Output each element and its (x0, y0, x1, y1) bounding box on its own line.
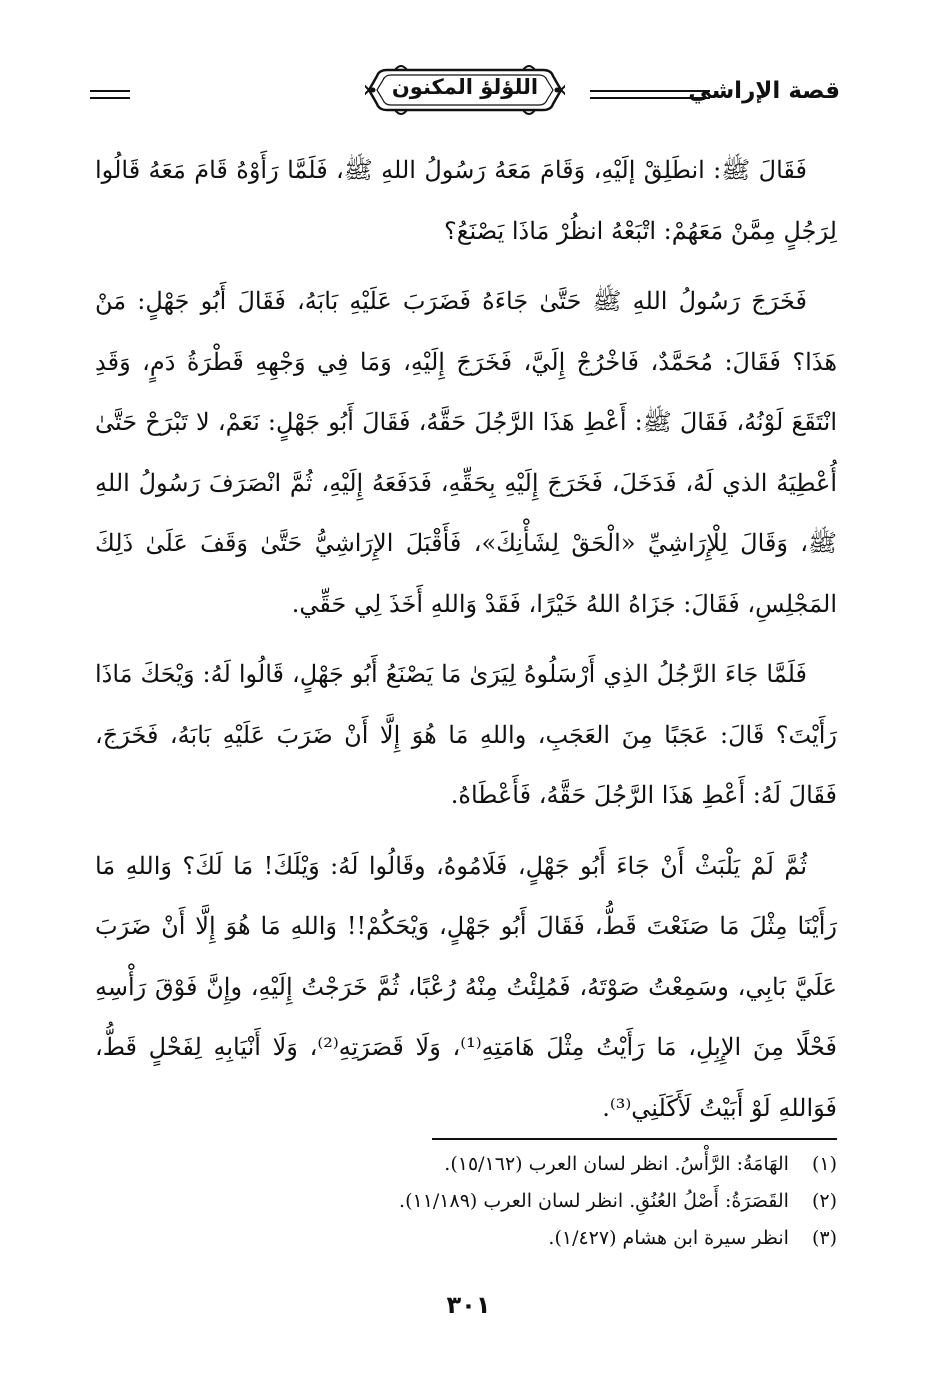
footnote-text: القَصَرَةُ: أَصْلُ العُنُقِ. انظر لسان العرب (١١/١٨٩). (399, 1190, 789, 1212)
header-rule-left (90, 90, 130, 99)
chapter-title: قصة الإراشي (688, 78, 840, 104)
header-rule-right (590, 90, 710, 99)
footnote-item (237, 1220, 837, 1257)
footnote-number: (٢) (811, 1190, 837, 1212)
paragraph: فَخَرَجَ رَسُولُ اللهِ ﷺ حَتَّىٰ جَاءَهُ فَضَرَبَ عَلَيْهِ بَابَهُ، فَقَالَ أَبُو جَهْلٍ: مَنْ هَذَا؟ فَقَالَ: مُحَمَّدٌ، فَاخْرُجْ إِلَيَّ، فَخَرَجَ إِلَيْهِ، وَمَا فِي وَجْهِهِ قَطْرَةُ دَمٍ، وَقَدِ انْتَقَعَ لَوْنُهُ، فَقَالَ ﷺ: أَعْطِ هَذَا الرَّجُلَ حَقَّهُ، فَقَالَ أَبُو جَهْلٍ: نَعَمْ، لا تَبْرَحْ حَتَّىٰ أُعْطِيَهُ الذي لَهُ، فَدَخَلَ، فَخَرَجَ إِلَيْهِ بِحَقِّهِ، فَدَفَعَهُ إِلَيْهِ، ثُمَّ انْصَرَفَ رَسُولُ اللهِ ﷺ، وَقَالَ لِلْإِرَاشِيِّ «الْحَقْ لِشَأْنِكَ»، فَأَقْبَلَ الإِرَاشِيُّ حَتَّىٰ وَقَفَ عَلَىٰ ذَلِكَ المَجْلِسِ، فَقَالَ: جَزَاهُ اللهُ خَيْرًا، فَقَدْ وَاللهِ أَخَذَ لِي حَقِّي. (95, 287, 837, 618)
running-header (90, 62, 840, 118)
footnote-text: الهَامَةُ: الرَّأْسُ. انظر لسان العرب (١٥/١٦٢). (444, 1153, 789, 1175)
book-title-ornament (365, 62, 565, 118)
page-number: ٣٠١ (446, 1291, 491, 1319)
footnote-item (237, 1146, 837, 1183)
footnote-text: انظر سيرة ابن هشام (١/٤٢٧). (548, 1227, 789, 1249)
paragraph: فَلَمَّا جَاءَ الرَّجُلُ الذِي أَرْسَلُوهُ لِيَرَىٰ مَا يَصْنَعُ أَبُو جَهْلٍ، قَالُوا لَهُ: وَيْحَكَ مَاذَا رَأَيْتَ؟ قَالَ: عَجَبًا مِنَ العَجَبِ، واللهِ مَا هُوَ إِلَّا أَنْ ضَرَبَ عَلَيْهِ بَابَهُ، فَخَرَجَ، فَقَالَ لَهُ: أَعْطِ هَذَا الرَّجُلَ حَقَّهُ، فَأَعْطَاهُ. (95, 660, 837, 809)
main-text (95, 140, 837, 1148)
paragraph: فَقَالَ ﷺ: انطَلِقْ إلَيْهِ، وَقَامَ مَعَهُ رَسُولُ اللهِ ﷺ، فَلَمَّا رَأَوْهُ قَامَ مَعَهُ قَالُوا لِرَجُلٍ مِمَّنْ مَعَهُمْ: اتْبَعْهُ انظُرْ مَاذَا يَصْنَعُ؟ (95, 156, 837, 245)
footnote-number: (٣) (811, 1227, 837, 1249)
footnote-separator (432, 1138, 837, 1140)
footnote-number: (١) (811, 1153, 837, 1175)
paragraph: ثُمَّ لَمْ يَلْبَثْ أَنْ جَاءَ أَبُو جَهْلٍ، فَلَامُوهُ، وقَالُوا لَهُ: وَيْلَكَ! مَا لَكَ؟ وَاللهِ مَا رَأَيْنَا مِثْلَ مَا صَنَعْتَ قَطُّ، فَقَالَ أَبُو جَهْلٍ، وَيْحَكُمْ!! وَاللهِ مَا هُوَ إِلَّا أَنْ ضَرَبَ عَلَيَّ بَابِي، وسَمِعْتُ صَوْتَهُ، فَمُلِئْتُ مِنْهُ رُعْبًا، ثُمَّ خَرَجْتُ إِلَيْهِ، وإِنَّ فَوْقَ رَأْسِهِ فَحْلًا مِنَ الإِبِلِ، مَا رَأَيْتُ مِثْلَ هَامَتِهِ⁽¹⁾، وَلَا قَصَرَتِهِ⁽²⁾، وَلَا أَنْيَابِهِ لِفَحْلٍ قَطُّ، فَوَاللهِ لَوْ أَبَيْتُ لَأَكَلَنِي⁽³⁾. (95, 851, 837, 1122)
footnote-item (237, 1183, 837, 1220)
footnotes (237, 1146, 837, 1257)
book-title: اللؤلؤ المكنون (391, 75, 539, 99)
